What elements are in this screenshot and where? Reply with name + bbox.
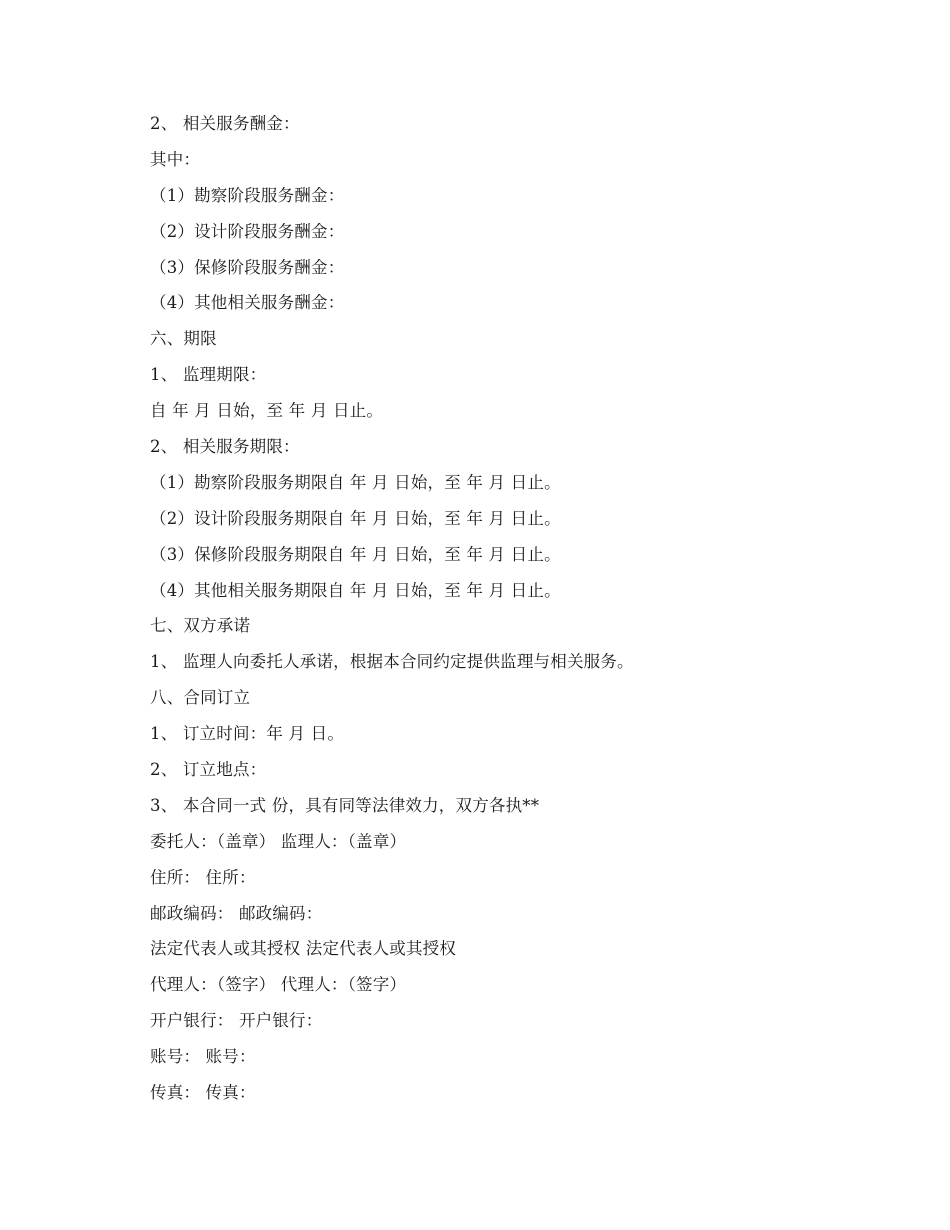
signature-party-seal: 委托人：（盖章） 监理人：（盖章）	[150, 831, 407, 851]
signature-fax: 传真： 传真：	[150, 1083, 256, 1103]
section-6-term-heading: 六、期限	[150, 329, 217, 349]
signing-place: 2、 订立地点：	[150, 760, 267, 780]
section-7-commitments-heading: 七、双方承诺	[150, 616, 251, 636]
fee-design-stage: （2）设计阶段服务酬金：	[150, 221, 345, 241]
supervision-term-heading: 1、 监理期限：	[150, 365, 267, 385]
fee-warranty-stage: （3）保修阶段服务酬金：	[150, 257, 345, 277]
signature-account: 账号： 账号：	[150, 1047, 256, 1067]
fee-related-services-heading: 2、 相关服务酬金：	[150, 114, 300, 133]
copies-clause: 3、 本合同一式 份，具有同等法律效力，双方各执**	[150, 795, 540, 815]
signing-time: 1、 订立时间：年 月 日。	[150, 724, 345, 744]
related-services-term-heading: 2、 相关服务期限：	[150, 437, 300, 457]
supervision-term-dates: 自 年 月 日始，至 年 月 日止。	[150, 401, 384, 421]
term-survey-stage: （1）勘察阶段服务期限自 年 月 日始，至 年 月 日止。	[150, 472, 561, 492]
term-design-stage: （2）设计阶段服务期限自 年 月 日始，至 年 月 日止。	[150, 508, 561, 528]
signature-agent: 代理人：（签字） 代理人：（签字）	[150, 975, 407, 995]
fee-among-label: 其中：	[150, 149, 201, 169]
fee-other-services: （4）其他相关服务酬金：	[150, 293, 345, 313]
signature-legal-representative: 法定代表人或其授权 法定代表人或其授权	[150, 939, 457, 959]
supervisor-commitment: 1、 监理人向委托人承诺，根据本合同约定提供监理与相关服务。	[150, 652, 634, 672]
fee-survey-stage: （1）勘察阶段服务酬金：	[150, 185, 345, 205]
signature-address: 住所： 住所：	[150, 867, 256, 887]
section-8-signing-heading: 八、合同订立	[150, 688, 251, 708]
term-warranty-stage: （3）保修阶段服务期限自 年 月 日始，至 年 月 日止。	[150, 544, 561, 564]
term-other-services: （4）其他相关服务期限自 年 月 日始，至 年 月 日止。	[150, 580, 561, 600]
signature-bank: 开户银行： 开户银行：	[150, 1011, 323, 1031]
signature-postal-code: 邮政编码： 邮政编码：	[150, 903, 323, 923]
document-body	[150, 106, 850, 1111]
